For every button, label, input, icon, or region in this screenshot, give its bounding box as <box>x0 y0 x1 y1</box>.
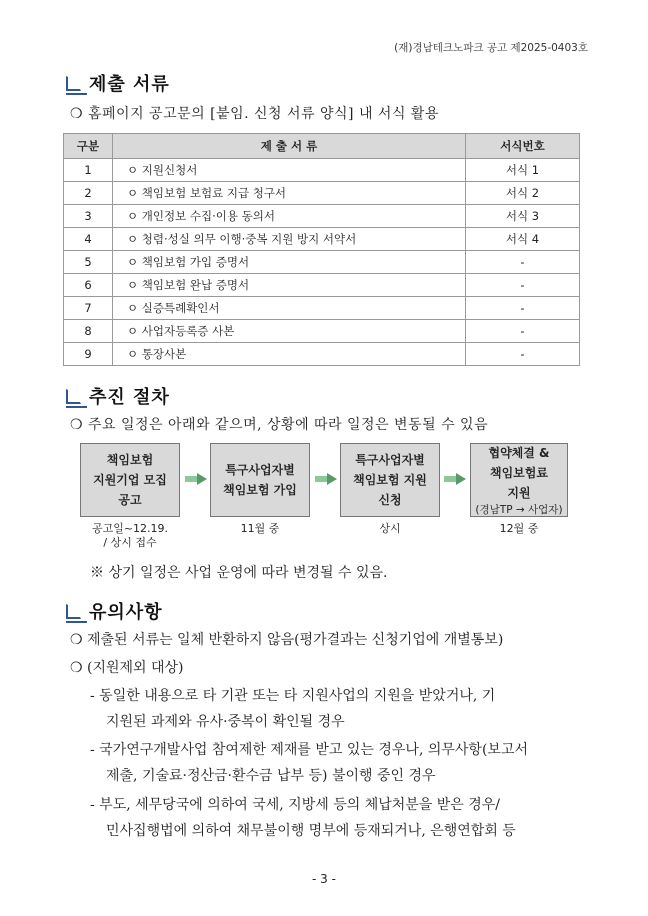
exclusion-item-3-line1: - 부도, 세무당국에 의하여 국세, 지방세 등의 체납처분을 받은 경우/ <box>90 797 501 813</box>
caption-line: / 상시 접수 <box>103 536 157 549</box>
flow-step-text: 특구사업자별 <box>355 453 425 467</box>
flow-step-text: 책임보험 <box>106 453 154 467</box>
exclusion-item-2-line1: - 국가연구개발사업 참여제한 제재를 받고 있는 경우나, 의무사항(보고서 <box>90 742 528 758</box>
bullet-exclusion: ❍ (지원제외 대상) <box>70 660 184 676</box>
bullet-no-return: ❍ 제출된 서류는 일체 반환하지 않음(평가결과는 신청기업에 개별통보) <box>70 632 504 648</box>
cell-doc: ㅇ 통장사본 <box>113 343 466 366</box>
flow-step-2 <box>210 443 310 517</box>
table-row <box>64 182 580 205</box>
cell-doc: ㅇ 책임보험 완납 증명서 <box>113 274 466 297</box>
flow-step-subtext: (경남TP → 사업자) <box>475 504 563 516</box>
caption-line: 공고일~12.19. <box>91 522 169 535</box>
flow-step-1 <box>80 443 180 517</box>
cell-doc: ㅇ 책임보험 보험료 지급 청구서 <box>113 182 466 205</box>
exclusion-item-2-line2: 제출, 기술료·정산금·환수금 납부 등) 불이행 중인 경우 <box>106 768 436 784</box>
flow-step-text: 특구사업자별 <box>225 463 295 477</box>
section-square-icon <box>66 389 81 404</box>
cell-no: 4 <box>64 228 113 251</box>
section-heading-documents <box>66 70 170 96</box>
table-row <box>64 228 580 251</box>
cell-doc: ㅇ 사업자등록증 사본 <box>113 320 466 343</box>
cell-no: 3 <box>64 205 113 228</box>
cell-form: - <box>466 343 580 366</box>
col-header-no: 구분 <box>64 134 113 159</box>
cell-form: 서식 4 <box>466 228 580 251</box>
cell-form: - <box>466 320 580 343</box>
cell-no: 7 <box>64 297 113 320</box>
schedule-change-note: ※ 상기 일정은 사업 운영에 따라 변경될 수 있음. <box>90 565 388 581</box>
cell-no: 6 <box>64 274 113 297</box>
table-row <box>64 205 580 228</box>
cell-form: - <box>466 297 580 320</box>
cell-doc: ㅇ 개인정보 수집·이용 동의서 <box>113 205 466 228</box>
flow-step-3 <box>340 443 440 517</box>
section-title: 추진 절차 <box>89 387 170 408</box>
flow-step-text: 지원기업 모집 <box>93 473 167 487</box>
cell-no: 9 <box>64 343 113 366</box>
cell-doc: ㅇ 지원신청서 <box>113 159 466 182</box>
cell-form: - <box>466 274 580 297</box>
page-number: - 3 - <box>312 872 336 886</box>
cell-form: 서식 1 <box>466 159 580 182</box>
exclusion-item-3-line2: 민사집행법에 의하여 채무불이행 명부에 등재되거나, 은행연합회 등 <box>106 823 516 839</box>
bullet-schedule-note: ❍ 주요 일정은 아래와 같으며, 상황에 따라 일정은 변동될 수 있음 <box>70 417 489 433</box>
document-reference-number: (재)경남테크노파크 공고 제2025-0403호 <box>394 42 588 54</box>
section-title: 제출 서류 <box>89 74 170 95</box>
cell-no: 5 <box>64 251 113 274</box>
cell-doc: ㅇ 청렴·성실 의무 이행·중복 지원 방지 서약서 <box>113 228 466 251</box>
flow-step-text: 책임보험 가입 <box>223 483 297 497</box>
table-row <box>64 251 580 274</box>
section-title: 유의사항 <box>89 602 163 623</box>
table-row <box>64 159 580 182</box>
table-row <box>64 274 580 297</box>
flow-step-text: 신청 <box>378 493 402 507</box>
cell-doc: ㅇ 책임보험 가입 증명서 <box>113 251 466 274</box>
cell-form: 서식 2 <box>466 182 580 205</box>
cell-no: 8 <box>64 320 113 343</box>
flow-step-4 <box>470 443 568 517</box>
exclusion-item-1-line2: 지원된 과제와 유사·중복이 확인될 경우 <box>106 714 345 730</box>
flow-step-text: 협약체결 & <box>488 446 550 460</box>
flow-caption-4: 12월 중 <box>499 522 539 535</box>
flow-step-text: 책임보험료 <box>490 466 548 480</box>
col-header-form: 서식번호 <box>466 134 580 159</box>
flow-caption-3: 상시 <box>379 522 401 535</box>
cell-doc: ㅇ 실증특례확인서 <box>113 297 466 320</box>
cell-no: 2 <box>64 182 113 205</box>
flow-step-text: 공고 <box>118 493 142 507</box>
table-row <box>64 343 580 366</box>
col-header-doc: 제 출 서 류 <box>113 134 466 159</box>
documents-table <box>63 133 580 366</box>
flow-step-text: 지원 <box>507 486 531 500</box>
section-heading-procedure <box>66 383 170 409</box>
arrow-right-icon <box>444 473 466 485</box>
section-square-icon <box>66 76 81 91</box>
arrow-right-icon <box>315 473 337 485</box>
flow-step-text: 책임보험 지원 <box>353 473 427 487</box>
cell-form: 서식 3 <box>466 205 580 228</box>
exclusion-item-1-line1: - 동일한 내용으로 타 기관 또는 타 지원사업의 지원을 받았거나, 기 <box>90 688 496 704</box>
table-row <box>64 297 580 320</box>
arrow-right-icon <box>185 473 207 485</box>
table-row <box>64 320 580 343</box>
cell-no: 1 <box>64 159 113 182</box>
bullet-form-usage: ❍ 홈페이지 공고문의 [붙임. 신청 서류 양식] 내 서식 활용 <box>70 106 439 122</box>
section-square-icon <box>66 604 81 619</box>
section-heading-notes <box>66 598 163 624</box>
flow-caption-1 <box>80 522 180 550</box>
cell-form: - <box>466 251 580 274</box>
flow-caption-2: 11월 중 <box>240 522 280 535</box>
